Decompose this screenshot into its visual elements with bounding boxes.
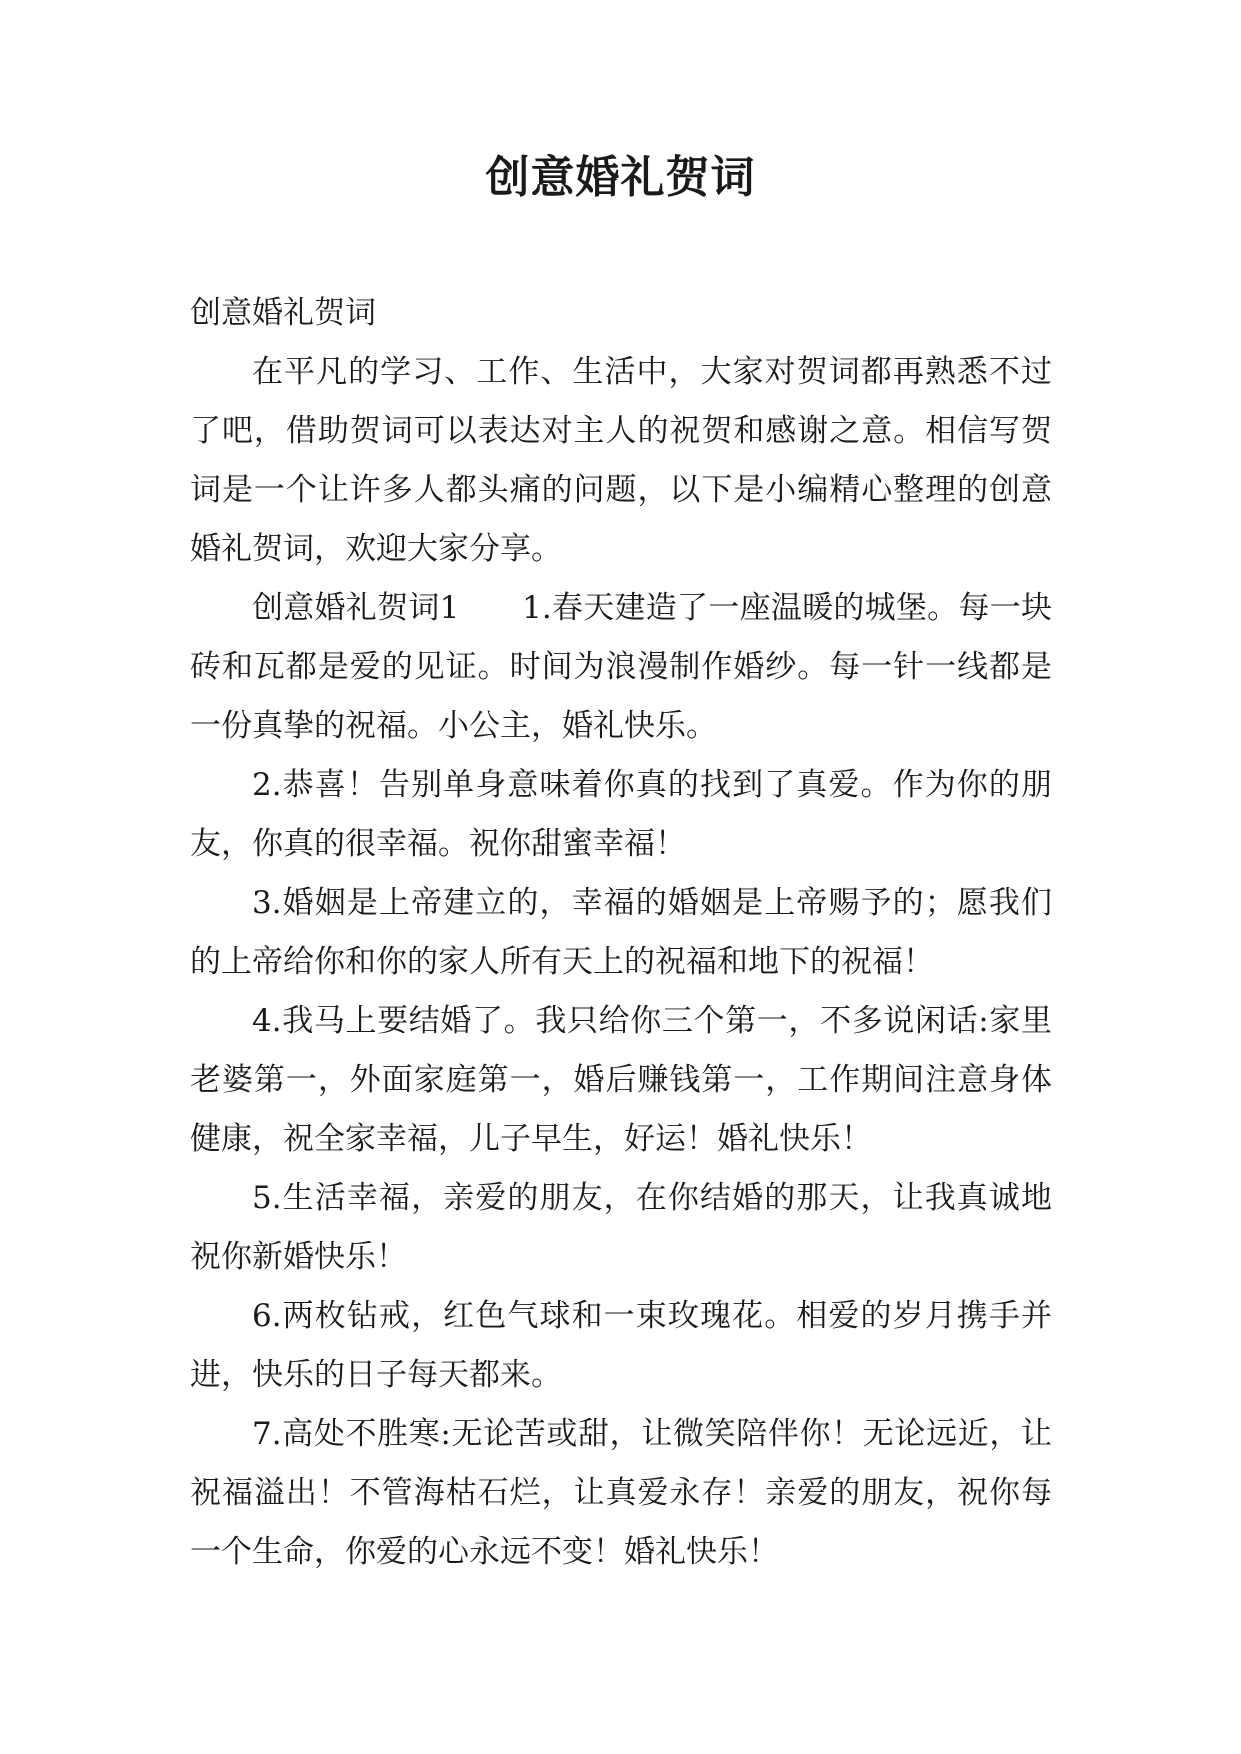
paragraph-wish-6: 6.两枚钻戒，红色气球和一束玫瑰花。相爱的岁月携手并进，快乐的日子每天都来。 xyxy=(190,1298,1052,1393)
document-body xyxy=(190,284,1052,1582)
paragraph-wish-5: 5.生活幸福，亲爱的朋友，在你结婚的那天，让我真诚地祝你新婚快乐！ xyxy=(190,1180,1052,1275)
paragraph-intro: 在平凡的学习、工作、生活中，大家对贺词都再熟悉不过了吧，借助贺词可以表达对主人的祝贺和感谢之意。相信写贺词是一个让许多人都头痛的问题，以下是小编精心整理的创意婚礼贺词，欢迎大家分享。 xyxy=(190,354,1052,567)
document-title: 创意婚礼贺词 xyxy=(485,152,756,203)
paragraph-wish-1: 创意婚礼贺词1 1.春天建造了一座温暖的城堡。每一块砖和瓦都是爱的见证。时间为浪漫制作婚纱。每一针一线都是一份真挚的祝福。小公主，婚礼快乐。 xyxy=(190,590,1052,744)
paragraph-wish-7: 7.高处不胜寒:无论苦或甜，让微笑陪伴你！无论远近，让祝福溢出！不管海枯石烂，让真爱永存！亲爱的朋友，祝你每一个生命，你爱的心永远不变！婚礼快乐！ xyxy=(190,1416,1052,1570)
paragraph-wish-2: 2.恭喜！告别单身意味着你真的找到了真爱。作为你的朋友，你真的很幸福。祝你甜蜜幸福！ xyxy=(190,767,1052,862)
paragraph-wish-4: 4.我马上要结婚了。我只给你三个第一，不多说闲话:家里老婆第一，外面家庭第一，婚后赚钱第一，工作期间注意身体健康，祝全家幸福，儿子早生，好运！婚礼快乐！ xyxy=(190,1003,1052,1157)
document-subtitle: 创意婚礼贺词 xyxy=(190,295,376,331)
paragraph-wish-3: 3.婚姻是上帝建立的，幸福的婚姻是上帝赐予的；愿我们的上帝给你和你的家人所有天上的祝福和地下的祝福！ xyxy=(190,885,1052,980)
